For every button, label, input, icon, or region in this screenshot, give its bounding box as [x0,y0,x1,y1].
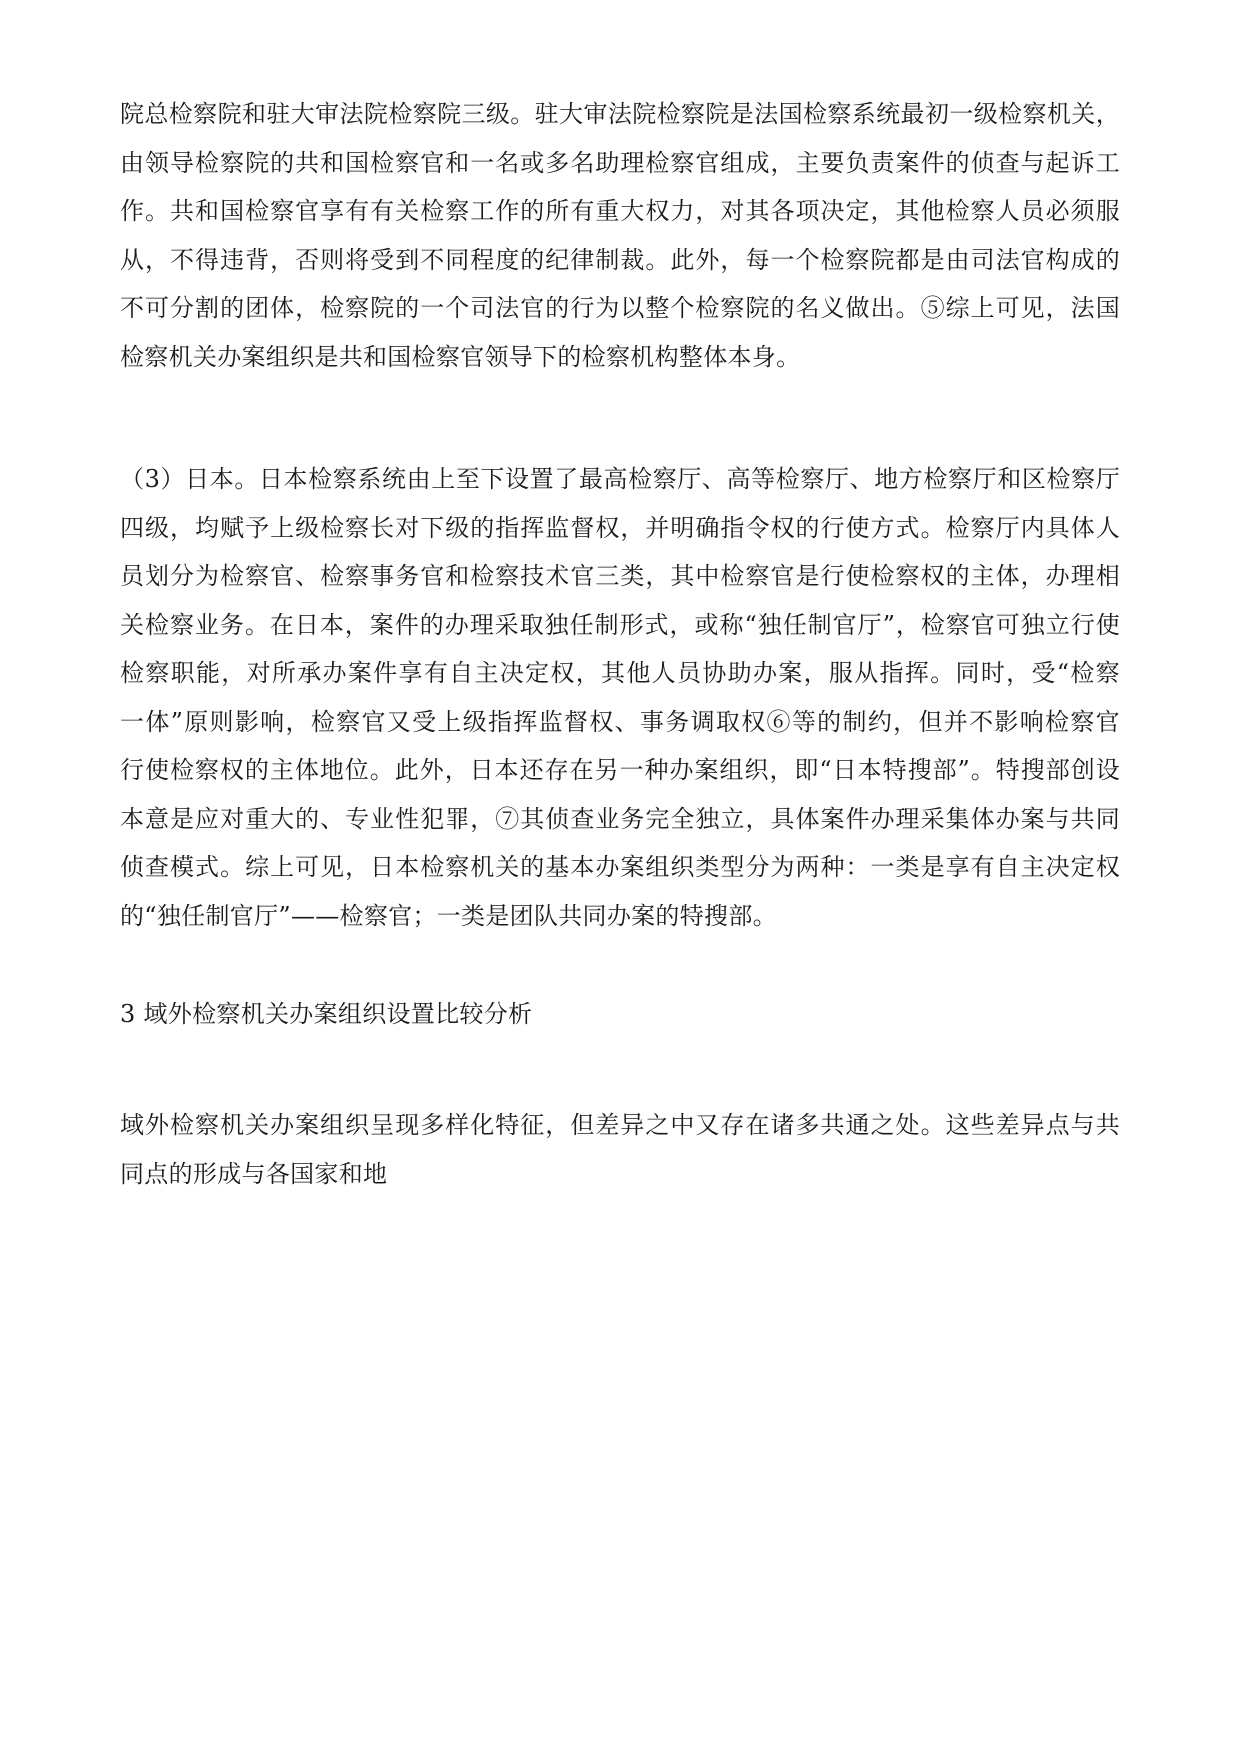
text-line: 四级，均赋予上级检察长对下级的指挥监督权，并明确指令权的行使方式。检察厅内具体人 [120,513,1120,542]
text-line: 由领导检察院的共和国检察官和一名或多名助理检察官组成，主要负责案件的侦查与起诉工 [120,148,1120,177]
text-line: 域外检察机关办案组织呈现多样化特征，但差异之中又存在诸多共通之处。这些差异点与共 [120,1111,1120,1139]
text-line: 侦查模式。综上可见，日本检察机关的基本办案组织类型分为两种：一类是享有自主决定权 [120,853,1120,881]
section-heading-text: 3 域外检察机关办案组织设置比较分析 [120,1000,533,1028]
paragraph-comparison-intro [120,1101,1120,1198]
text-line: 作。共和国检察官享有有关检察工作的所有重大权力，对其各项决定，其他检察人员必须服 [120,197,1120,225]
paragraph-japan-prosecution [120,455,1120,940]
text-line: 一体”原则影响，检察官又受上级指挥监督权、事务调取权⑥等的制约，但并不影响检察官 [120,707,1120,736]
text-line: 的“独任制官厅”——检察官；一类是团队共同办案的特搜部。 [120,901,777,930]
section-heading [120,990,1120,1039]
text-line: 检察职能，对所承办案件享有自主决定权，其他人员协助办案，服从指挥。同时，受“检察 [120,659,1120,687]
text-line: 本意是应对重大的、专业性犯罪，⑦其侦查业务完全独立，具体案件办理采集体办案与共同 [120,804,1120,833]
text-line: 从，不得违背，否则将受到不同程度的纪律制裁。此外，每一个检察院都是由司法官构成的 [120,245,1120,274]
paragraph-france-prosecution [120,90,1120,381]
text-line: 员划分为检察官、检察事务官和检察技术官三类，其中检察官是行使检察权的主体，办理相 [120,562,1120,590]
text-line: 行使检察权的主体地位。此外，日本还存在另一种办案组织，即“日本特搜部”。特搜部创设 [120,756,1120,784]
text-line: 检察机关办案组织是共和国检察官领导下的检察机构整体本身。 [120,342,801,371]
text-line: 关检察业务。在日本，案件的办理采取独任制形式，或称“独任制官厅”，检察官可独立行使 [120,610,1120,639]
text-line: 院总检察院和驻大审法院检察院三级。驻大审法院检察院是法国检察系统最初一级检察机关， [120,100,1120,128]
text-line: 不可分割的团体，检察院的一个司法官的行为以整个检察院的名义做出。⑤综上可见，法国 [120,294,1120,322]
text-line: （3）日本。日本检察系统由上至下设置了最高检察厅、高等检察厅、地方检察厅和区检察厅 [120,465,1120,493]
text-line: 同点的形成与各国家和地 [120,1159,388,1188]
